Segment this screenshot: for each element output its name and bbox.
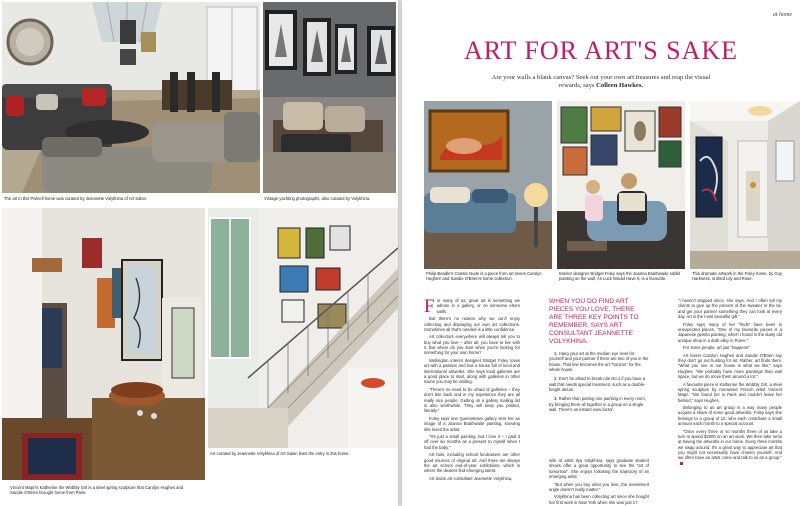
body-paragraph: A favourite piece is Katherine the Wobbly Girl, a steel spring sculpture by renowned French artist Vincent Mapri. "We found her in Paris and couldn't leave her behind," says Hughes.: [678, 381, 782, 403]
drop-cap: F: [424, 296, 435, 317]
end-mark-icon: [680, 462, 683, 465]
classic-nude-photo: [424, 101, 552, 269]
body-column-2-continued: [549, 458, 649, 506]
body-paragraph: "I haven't stopped since, she says. And I often tell my clients to give up the present of the sweater or the tie, and get your partner something they can look at every day. Art is the most beautiful gift.": [678, 298, 782, 320]
body-paragraph: "But when you buy what you love, the investment angle doesn't really matter.": [549, 481, 649, 492]
body-column-1: [424, 298, 520, 483]
article-title: ART FOR ART'S SAKE: [463, 36, 739, 65]
body-paragraph: Art collectors everywhere will always tell you to buy what you love – after all, you have to live with it. But where do you start when you're looking for something for your own home?: [424, 334, 520, 356]
section-label: at home: [772, 12, 792, 18]
caption-nude: Philip Beadle's Classic Nude is a piece from art lovers Carolyn Hughes' and Sandie O'Brien's home collection.: [426, 271, 542, 282]
body-paragraph: But there's no reason why we can't enjoy collecting and displaying our own art collections. Sometimes all that's needed is a little confidence.: [424, 316, 520, 332]
body-paragraph: wife of artist Ilya Volykhina, says graduate student shows offer a great opportunity to see the "art of tomorrow". She enjoys following the trajectory of an emerging artist.: [549, 458, 649, 480]
caption-stair-art: Art curated by Jeannette Volykhina of Art Salon lines the entry in this home.: [210, 451, 350, 456]
callout-point: 3. Rather than putting one painting in every room, try bringing them all together in a group on a single wall. There's an instant wow factor.: [549, 396, 646, 413]
article-deck: [482, 74, 720, 91]
yachting-photos-photo: [263, 2, 396, 193]
right-page: [402, 0, 800, 506]
body-paragraph: "Once every three or so months three of us take a turn to spend $2000 on an art work. We then take turns at having the artworks in our home. Every three months we swap around. It's a great way to appreciate art that you might not necessarily have chosen yourself. And we often have an artist come and talk to us as a group.": [678, 429, 782, 466]
caption-yachting: Vintage yachting photographs, also curated by Volykhina.: [264, 196, 371, 201]
deck-author: Colleen Hawkes.: [596, 82, 644, 90]
body-paragraph: Foley says one Queenstown gallery sent her an image of a Joanna Braithwaite painting, knowing she loved the artist.: [424, 415, 520, 432]
body-paragraph: Foley says many of her "finds" have been in unexpected places. "One of my favourite pieces is a Japanese geisha painting, which I found in the dusty old antique shop in a dark alley in Rome.": [678, 321, 782, 343]
caption-bridget: Interior designer Bridget Foley says the Joanna Braithwaite rabbit painting on the wall, As Luck Would Have It, is a favourite.: [559, 271, 681, 282]
deck-text: Are your walls a blank canvas? Seek out your own art treasures and reap the visual rewards, says: [491, 74, 711, 90]
body-paragraph: For some people, art just "happens".: [683, 345, 751, 351]
caption-foley-home: This dramatic artwork in the Foley home, by Guy Harkness, is titled Lily and Rose.: [692, 271, 783, 282]
caption-parnell: The art in this Parnell home was curated by Jeannette Volykhina of Art Salon.: [4, 196, 148, 201]
body-paragraph: Wellington interior designer Bridget Foley loves art with a passion and has a house full of local and international artworks. She says local galleries are a good place to start, along with galleries in other towns you may be visiting.: [424, 358, 520, 385]
caption-mapri: Vincent Mapri's Katherine the Wobbly Girl is a steel spring sculpture that Carolyn Hughes and Sandie O'Brien brought home from Paris.: [10, 485, 184, 496]
callout-heading: WHEN YOU DO FIND ART PIECES YOU LOVE, THERE ARE THREE KEY POINTS TO REMEMBER, SAYS ART CONSULTANT JEANNETTE VOLYKHINA.: [549, 298, 639, 345]
body-paragraph: Art fairs, including school fundraisers are other good sources of original art. And there are always the art school end-of-year exhibitions, which is where the dealers find emerging talent.: [424, 452, 520, 474]
hallway-sculpture-photo: [2, 208, 205, 480]
body-paragraph: Volykhina has been collecting art since she bought her first work in New York when she was just 17.: [549, 494, 649, 505]
body-paragraph: Art Salon art consultant Jeannette Volykhina,: [429, 475, 513, 481]
body-paragraph: For many of us, great art is something we admire in a gallery, or on someone else's walls.: [424, 296, 520, 317]
callout-point: 1. Hang your art at the median eye level for yourself and your partner if there are two of you in the house. That line becomes the art "horizon" for the whole house.: [549, 351, 649, 373]
bridget-foley-photo: [557, 101, 685, 269]
body-column-3: [678, 298, 782, 468]
left-page: [0, 0, 398, 506]
body-paragraph: "There's no need to be afraid of galleries – they don't bite back and in my experience they are all really nice people. Getting on a gallery mailing list is also worthwhile. They will keep you posted, literally.": [424, 386, 520, 414]
staircase-art-photo: [208, 208, 398, 448]
body-paragraph: Art lovers Carolyn Hughes and Sandie O'Brien say they don't go out hunting for art. Rather, art finds them. "What you see in our house is what we like," says Hughes. "We probably have more paintings than wall space, but we do move them around a lot.": [678, 352, 782, 380]
body-paragraph: Belonging to an art group is a way many people acquire a share of some good artworks. Foley says she belongs to a group of 12, who each contribute a small amount each month to a special account.: [678, 405, 782, 427]
foley-home-artwork-photo: [690, 101, 800, 269]
callout-column: [549, 298, 649, 416]
parnell-living-room-photo: [2, 2, 260, 193]
callout-point: 2. Don't be afraid to break rule No.1 if you have a wall that needs special treatment, such as a double-height atrium.: [549, 376, 646, 393]
body-paragraph: "It's just a small painting, but I love it – I paid it off over six months as a present to myself when I had the baby.": [424, 434, 520, 450]
